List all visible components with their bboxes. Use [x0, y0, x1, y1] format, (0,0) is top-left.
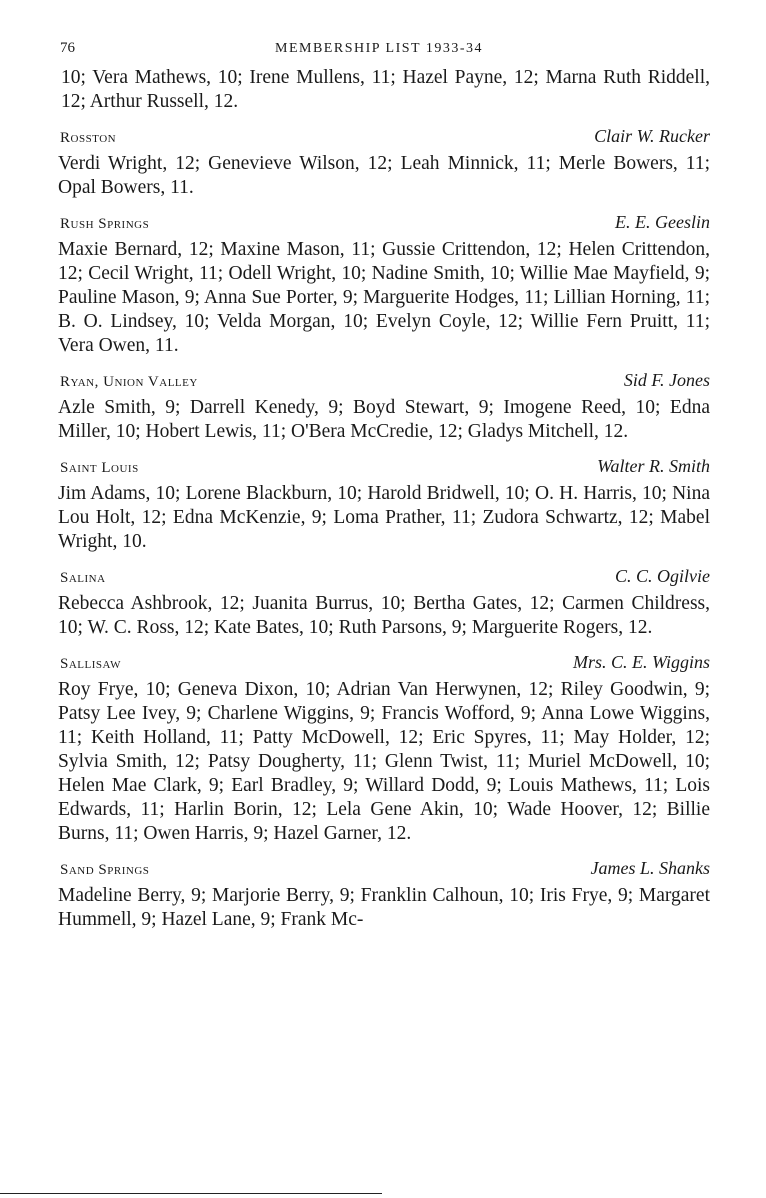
section-ryan-union-valley	[48, 370, 710, 444]
section-header	[48, 126, 710, 152]
member-list: Jim Adams, 10; Lorene Blackburn, 10; Harold Bridwell, 10; O. H. Harris, 10; Nina Lou Holt, 12; Edna McKenzie, 9; Loma Prather, 11; Zudora Schwartz, 12; Mabel Wright, 10.	[58, 483, 710, 552]
section-header	[48, 456, 710, 482]
sponsor-name: Sid F. Jones	[623, 370, 710, 390]
section-header	[48, 858, 710, 884]
continued-member-list: 10; Vera Mathews, 10; Irene Mullens, 11; Hazel Payne, 12; Marna Ruth Riddell, 12; Arthur Russell, 12.	[61, 67, 710, 112]
section-sallisaw	[48, 652, 710, 846]
section-header	[48, 212, 710, 238]
town-name: Sand Springs	[60, 862, 150, 878]
member-list: Rebecca Ashbrook, 12; Juanita Burrus, 10; Bertha Gates, 12; Carmen Childress, 10; W. C. Ross, 12; Kate Bates, 10; Ruth Parsons, 9; Marguerite Rogers, 12.	[58, 593, 710, 638]
sponsor-name: Mrs. C. E. Wiggins	[572, 652, 710, 672]
member-list: Verdi Wright, 12; Genevieve Wilson, 12; Leah Minnick, 11; Merle Bowers, 11; Opal Bowers, 11.	[58, 153, 710, 198]
section-header	[48, 566, 710, 592]
town-name: Sallisaw	[60, 656, 121, 672]
page-number: 76	[60, 40, 75, 56]
running-head-title: MEMBERSHIP LIST 1933-34	[275, 41, 483, 56]
member-list: Roy Frye, 10; Geneva Dixon, 10; Adrian Van Herwynen, 12; Riley Goodwin, 9; Patsy Lee Ivey, 9; Charlene Wiggins, 9; Francis Wofford, 9; Anna Lowe Wiggins, 11; Keith Holland, 11; Patty McDowell, 12; Eric Spyres, 11; May Holder, 12; Sylvia Smith, 12; Patsy Dougherty, 11; Glenn Twist, 11; Muriel McDowell, 10; Helen Mae Clark, 9; Earl Bradley, 9; Willard Dodd, 9; Louis Mathews, 11; Lois Edwards, 11; Harlin Borin, 12; Lela Gene Akin, 10; Wade Hoover, 12; Billie Burns, 11; Owen Harris, 9; Hazel Garner, 12.	[58, 679, 710, 844]
section-header	[48, 652, 710, 678]
section-sand-springs	[48, 858, 710, 932]
footer-rule	[0, 1193, 382, 1194]
town-name: Rush Springs	[60, 216, 150, 232]
town-name: Saint Louis	[60, 460, 139, 476]
town-name: Salina	[60, 570, 106, 586]
member-list: Madeline Berry, 9; Marjorie Berry, 9; Franklin Calhoun, 10; Iris Frye, 9; Margaret Hummell, 9; Hazel Lane, 9; Frank Mc-	[58, 885, 710, 930]
section-saint-louis	[48, 456, 710, 554]
section-header	[48, 370, 710, 396]
section-rosston	[48, 126, 710, 200]
page	[48, 36, 710, 932]
sponsor-name: E. E. Geeslin	[615, 212, 710, 232]
running-head	[48, 36, 710, 66]
section-rush-springs	[48, 212, 710, 358]
sponsor-name: C. C. Ogilvie	[615, 566, 710, 586]
sponsor-name: James L. Shanks	[590, 858, 710, 878]
sponsor-name: Walter R. Smith	[597, 456, 710, 476]
town-name: Rosston	[60, 130, 117, 146]
sponsor-name: Clair W. Rucker	[594, 126, 710, 146]
town-name: Ryan, Union Valley	[60, 374, 198, 390]
section-salina	[48, 566, 710, 640]
member-list: Maxie Bernard, 12; Maxine Mason, 11; Gussie Crittendon, 12; Helen Crittendon, 12; Cecil Wright, 11; Odell Wright, 10; Nadine Smith, 10; Willie Mae Mayfield, 9; Pauline Mason, 9; Anna Sue Porter, 9; Marguerite Hodges, 11; Lillian Horning, 11; B. O. Lindsey, 10; Velda Morgan, 10; Evelyn Coyle, 12; Willie Fern Pruitt, 11; Vera Owen, 11.	[58, 239, 710, 356]
member-list: Azle Smith, 9; Darrell Kenedy, 9; Boyd Stewart, 9; Imogene Reed, 10; Edna Miller, 10; Hobert Lewis, 11; O'Bera McCredie, 12; Gladys Mitchell, 12.	[58, 397, 710, 442]
